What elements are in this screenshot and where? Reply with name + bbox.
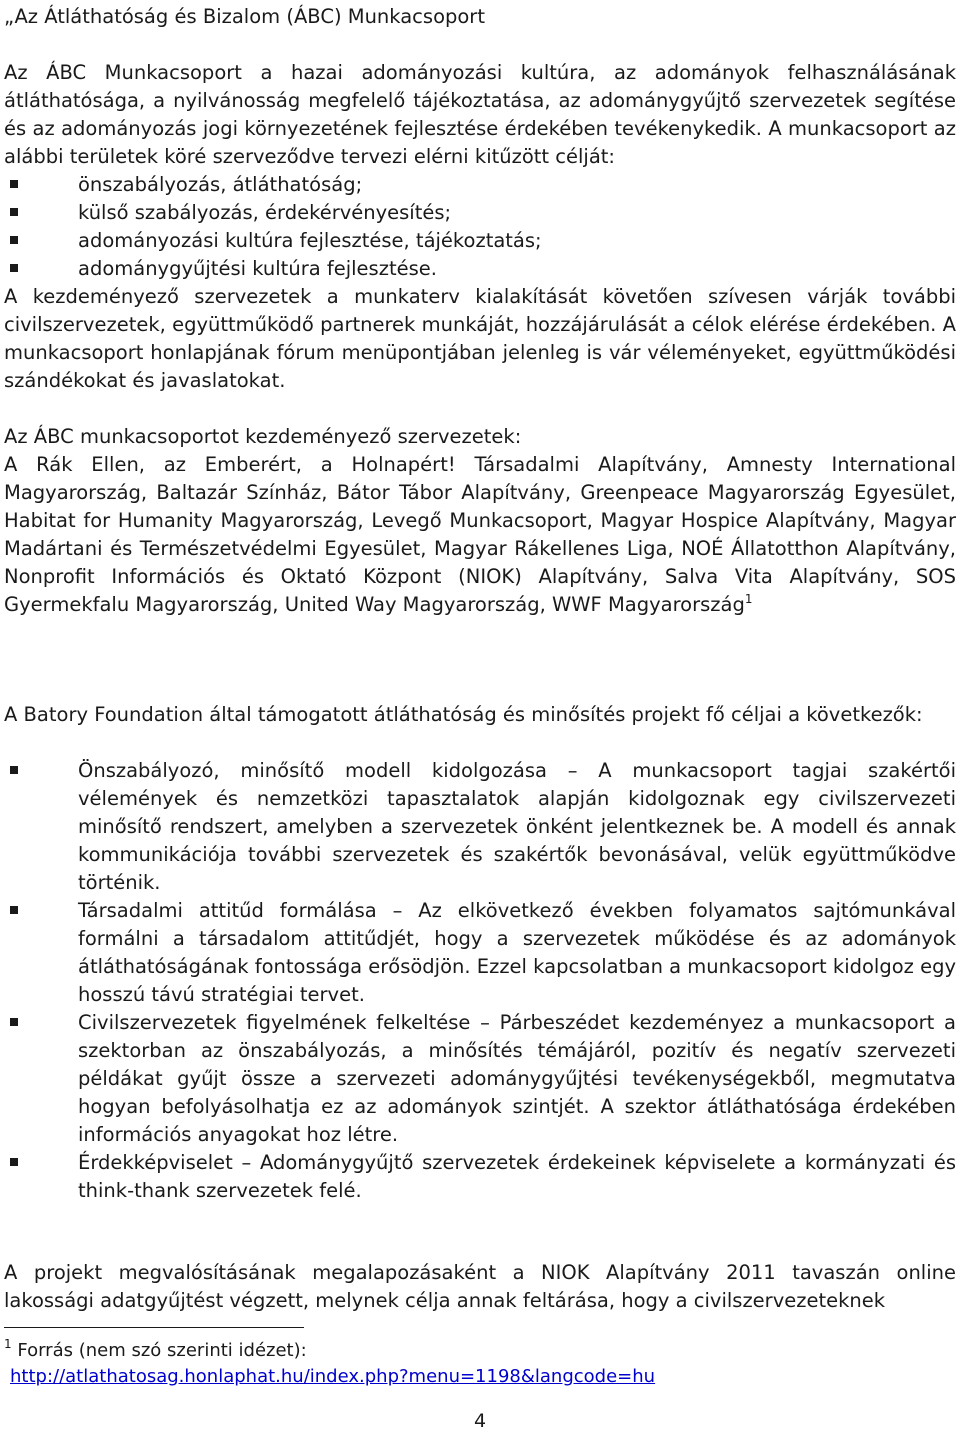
initiators-paragraph: A Rák Ellen, az Emberért, a Holnapért! Társadalmi Alapítvány, Amnesty International Magyarország, Baltazár Színház, Bátor Tábor Alapítvány, Greenpeace Magyarország Egyesület, Habitat for Humanity Magyarország, Levegő Munkacsoport, Magyar Hospice Alapítvány, Magyar Madártani és Természetvédelmi Egyesület, Magyar Rákellenes Liga, NOÉ Állatotthon Alapítvány, Nonprofit Információs és Oktató Központ (NIOK) Alapítvány, Salva Vita Alapítvány, SOS Gyermekfalu Magyarország, United Way Magyarország, WWF Magyarország$^1$ <box>4 453 956 616</box>
invite-paragraph: A kezdeményező szervezetek a munkaterv kialakítását követően szívesen várják további civilszervezetek, együttműködő partnerek munkáját, hozzájárulását a célok elérése érdekében. A munkacsoport honlapjának fórum menüpontjában jelenleg is vár véleményeket, együttműködési szándékokat és javaslatokat. <box>4 285 956 392</box>
bullet-square-icon <box>10 208 18 216</box>
list-item: külső szabályozás, érdekérvényesítés; <box>4 199 956 227</box>
footnote-text: Forrás (nem szó szerinti idézet): <box>17 1340 307 1361</box>
bullet-square-icon <box>10 180 18 188</box>
goals-list <box>4 171 956 283</box>
list-item: Civilszervezetek figyelmének felkeltése – Párbeszédet kezdeményez a munkacsoport a szektorban az önszabályozás, a minősítés témájáról, pozitív és negatív szervezeti példákat gyűjt össze a szervezeti adománygyűjtési tevékenységekből, megmutatva hogyan befolyásolhatja ez az adományok szintjét. A szektor átláthatósága érdekében információs anyagokat hoz létre. <box>4 1009 956 1149</box>
footnote-separator <box>4 1327 304 1328</box>
footnote-reference[interactable]: 1 <box>744 592 753 606</box>
intro-paragraph: Az ÁBC Munkacsoport a hazai adományozási kultúra, az adományok felhasználásának átláthatósága, a nyilvánosság megfelelő tájékoztatása, az adománygyűjtő szervezetek segítése és az adományozás jogi környezetének fejlesztése érdekében tevékenykedik. A munkacsoport az alábbi területek köré szerveződve tervezi elérni kitűzött célját: <box>4 61 956 168</box>
niok-paragraph: A projekt megvalósításának megalapozásaként a NIOK Alapítvány 2011 tavaszán online lakossági adatgyűjtést végzett, melynek célja annak feltárása, hogy a civilszervezeteknek <box>4 1261 956 1312</box>
footnote <box>4 1338 655 1390</box>
list-item: adománygyűjtési kultúra fejlesztése. <box>4 255 956 283</box>
section-heading: „Az Átláthatóság és Bizalom (ÁBC) Munkacsoport <box>4 5 485 28</box>
page-number: 4 <box>473 1410 487 1432</box>
bullet-square-icon <box>10 1158 18 1166</box>
list-item: adományozási kultúra fejlesztése, tájékoztatás; <box>4 227 956 255</box>
bullet-square-icon <box>10 766 18 774</box>
batory-intro-paragraph: A Batory Foundation által támogatott átláthatóság és minősítés projekt fő céljai a következők: <box>4 703 923 726</box>
initiators-title: Az ÁBC munkacsoportot kezdeményező szervezetek: <box>4 425 522 448</box>
list-item: önszabályozás, átláthatóság; <box>4 171 956 199</box>
list-item: Önszabályozó, minősítő modell kidolgozása – A munkacsoport tagjai szakértői vélemények és nemzetközi tapasztalatok alapján kidolgoznak egy civilszervezeti minősítő rendszert, amelyben a szervezetek önként jelentkeznek be. A modell és annak kommunikációja további szervezetek és szakértők bevonásával, velük együttműködve történik. <box>4 757 956 897</box>
project-goals-list <box>4 757 956 1205</box>
footnote-number: 1 <box>4 1337 12 1351</box>
footnote-source-link[interactable]: http://atlathatosag.honlaphat.hu/index.php?menu=1198&langcode=hu <box>10 1366 656 1387</box>
bullet-square-icon <box>10 906 18 914</box>
bullet-square-icon <box>10 236 18 244</box>
list-item: Érdekképviselet – Adománygyűjtő szervezetek érdekeinek képviselete a kormányzati és think-thank szervezetek felé. <box>4 1149 956 1205</box>
bullet-square-icon <box>10 264 18 272</box>
bullet-square-icon <box>10 1018 18 1026</box>
list-item: Társadalmi attitűd formálása – Az elkövetkező években folyamatos sajtómunkával formálni a társadalom attitűdjét, hogy a szervezetek működése és az adományok átláthatóságának fontossága erősödjön. Ezzel kapcsolatban a munkacsoport kidolgoz egy hosszú távú stratégiai tervet. <box>4 897 956 1009</box>
